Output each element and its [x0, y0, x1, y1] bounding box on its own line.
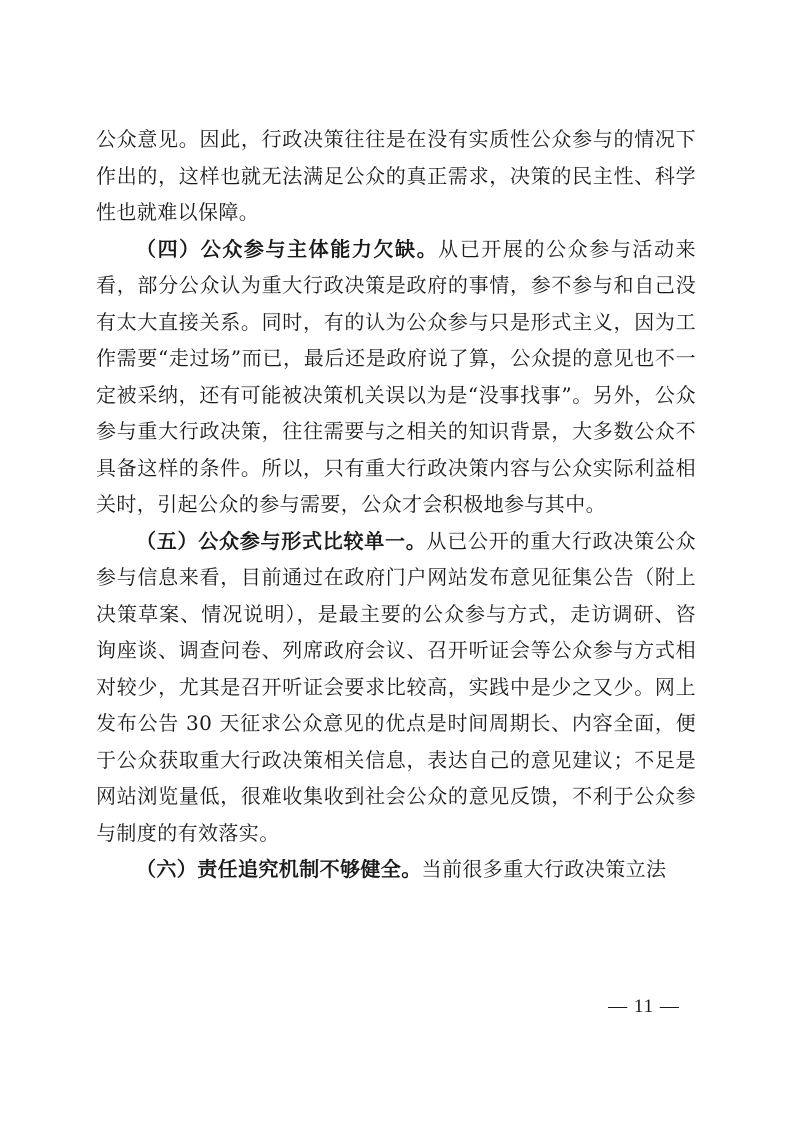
- page-number: — 11 —: [608, 996, 680, 1017]
- paragraph-2: [96, 231, 696, 523]
- section-heading-6: （六）责任追究机制不够健全。: [136, 857, 422, 881]
- document-body: [96, 121, 696, 888]
- paragraph-4-text: 当前很多重大行政决策立法: [421, 857, 667, 881]
- paragraph-2-text: 从已开展的公众参与活动来看，部分公众认为重大行政决策是政府的事情，参不参与和自己没有太大直接关系。同时，有的认为公众参与只是形式主义，因为工作需要“走过场”而已，最后还是政府说了算，公众提的意见也不一定被采纳，还有可能被决策机关误以为是“没事找事”。另外，公众参与重大行政决策，往往需要与之相关的知识背景，大多数公众不具备这样的条件。所以，只有重大行政决策内容与公众实际利益相关时，引起公众的参与需要，公众才会积极地参与其中。: [96, 236, 696, 516]
- section-heading-5: （五）公众参与形式比较单一。: [136, 528, 427, 553]
- section-heading-4: （四）公众参与主体能力欠缺。: [136, 236, 439, 261]
- paragraph-3-text: 从已公开的重大行政决策公众参与信息来看，目前通过在政府门户网站发布意见征集公告（附上决策草案、情况说明），是最主要的公众参与方式，走访调研、咨询座谈、调查问卷、列席政府会议、召开听证会等公众参与方式相对较少，尤其是召开听证会要求比较高，实践中是少之又少。网上发布公告 30 天征求公众意见的优点是时间周期长、内容全面，便于公众获取重大行政决策相关信息，表达自己的意见建议；不足是网站浏览量低，很难收集收到社会公众的意见反馈，不利于公众参与制度的有效落实。: [96, 528, 696, 845]
- paragraph-1-text: 公众意见。因此，行政决策往往是在没有实质性公众参与的情况下作出的，这样也就无法满足公众的真正需求，决策的民主性、科学性也就难以保障。: [96, 127, 696, 224]
- paragraph-4: [96, 851, 696, 888]
- paragraph-3: [96, 523, 696, 852]
- paragraph-1: [96, 121, 696, 231]
